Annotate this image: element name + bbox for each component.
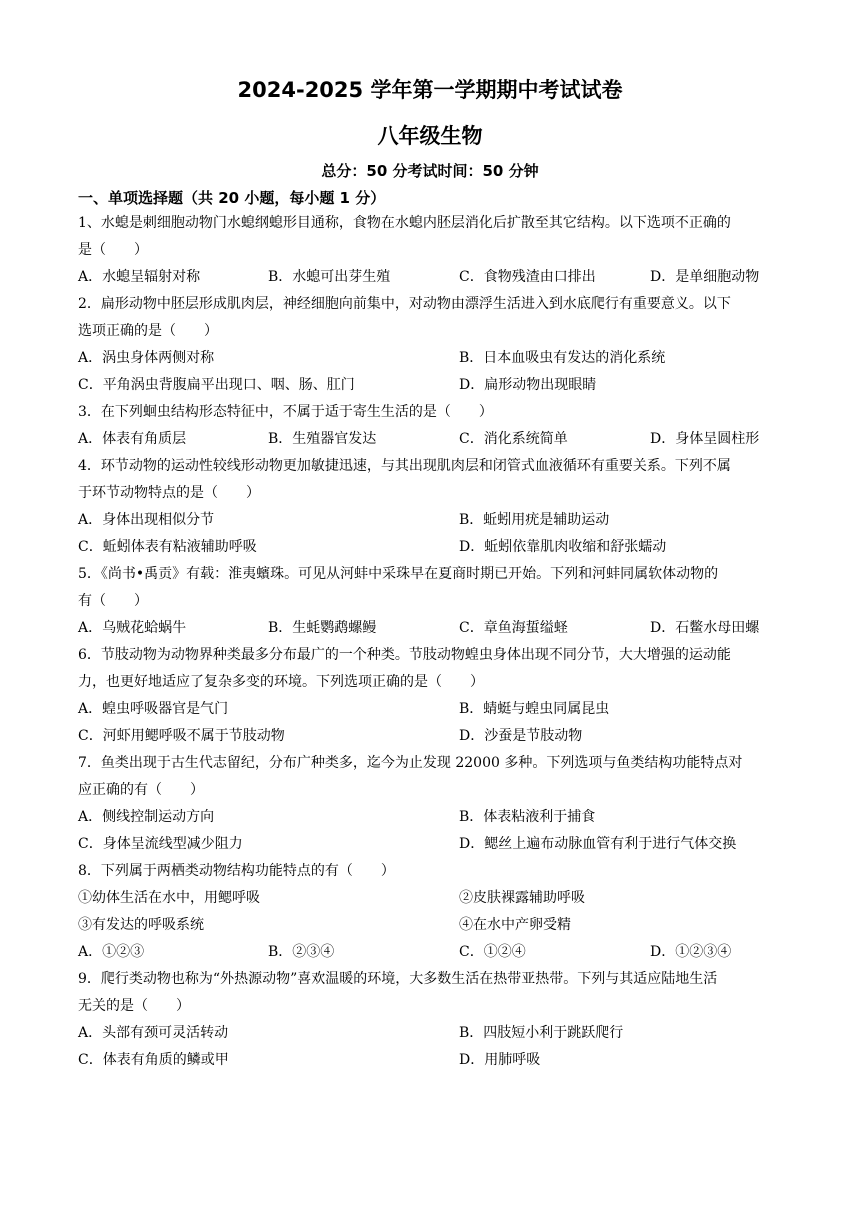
question-stem-line: 7．鱼类出现于古生代志留纪，分布广种类多，迄今为止发现 22000 多种。下列选项与鱼类结构功能特点对 bbox=[78, 755, 743, 771]
options-row bbox=[78, 534, 784, 561]
options-row bbox=[78, 723, 784, 750]
exam-subject: 八年级生物 bbox=[377, 124, 483, 148]
question-stem-line: 6．节肢动物为动物界种类最多分布最广的一个种类。节肢动物蝗虫身体出现不同分节，大大增强的运动能 bbox=[78, 647, 731, 663]
options-row bbox=[78, 804, 784, 831]
question-7 bbox=[78, 750, 784, 858]
option-b: B．②③④ bbox=[268, 944, 335, 960]
option-b: B．日本血吸虫有发达的消化系统 bbox=[459, 350, 666, 366]
options-row bbox=[78, 345, 784, 372]
option-d: D．①②③④ bbox=[650, 944, 732, 960]
option-a: A．蝗虫呼吸器官是气门 bbox=[78, 701, 229, 717]
options-row bbox=[78, 507, 784, 534]
question-stem-line: 无关的是（ ） bbox=[78, 998, 190, 1014]
option-d: D．沙蚕是节肢动物 bbox=[459, 728, 583, 744]
options-row bbox=[78, 939, 784, 966]
statement-4: ④在水中产卵受精 bbox=[459, 917, 571, 933]
option-a: A．身体出现相似分节 bbox=[78, 512, 215, 528]
options-row bbox=[78, 615, 784, 642]
option-a: A．头部有颈可灵活转动 bbox=[78, 1025, 229, 1041]
options-row bbox=[78, 1047, 784, 1074]
option-a: A．体表有角质层 bbox=[78, 431, 187, 447]
question-8 bbox=[78, 858, 784, 966]
question-2 bbox=[78, 291, 784, 399]
option-d: D．身体呈圆柱形 bbox=[650, 431, 760, 447]
option-d: D．扁形动物出现眼睛 bbox=[459, 377, 597, 393]
option-c: C．体表有角质的鳞或甲 bbox=[78, 1052, 229, 1068]
option-c: C．河虾用鳃呼吸不属于节肢动物 bbox=[78, 728, 285, 744]
question-stem-line: 是（ ） bbox=[78, 242, 148, 258]
option-c: C．平角涡虫背腹扁平出现口、咽、肠、肛门 bbox=[78, 377, 355, 393]
option-b: B．生殖器官发达 bbox=[268, 431, 377, 447]
option-c: C．消化系统简单 bbox=[459, 431, 568, 447]
question-stem-line: 1、水螅是刺细胞动物门水螅纲螅形目通称，食物在水螅内胚层消化后扩散至其它结构。以下选项不正确的 bbox=[78, 215, 731, 231]
statement-2: ②皮肤裸露辅助呼吸 bbox=[459, 890, 585, 906]
statement-1: ①幼体生活在水中，用鳃呼吸 bbox=[78, 890, 260, 906]
option-d: D．是单细胞动物 bbox=[650, 269, 760, 285]
question-stem-line: 有（ ） bbox=[78, 593, 148, 609]
exam-info: 总分：50 分考试时间：50 分钟 bbox=[321, 162, 539, 180]
option-a: A．侧线控制运动方向 bbox=[78, 809, 215, 825]
options-row bbox=[78, 831, 784, 858]
options-row bbox=[78, 1020, 784, 1047]
option-b: B．蜻蜓与蝗虫同属昆虫 bbox=[459, 701, 610, 717]
question-stem-line: 5．《尚书•禹贡》有载：淮夷蠙珠。可见从河蚌中采珠早在夏商时期已开始。下列和河蚌同属软体动物的 bbox=[78, 566, 719, 582]
question-1 bbox=[78, 210, 784, 291]
option-a: A．涡虫身体两侧对称 bbox=[78, 350, 215, 366]
option-d: D．鳃丝上遍布动脉血管有利于进行气体交换 bbox=[459, 836, 737, 852]
option-b: B．四肢短小利于跳跃爬行 bbox=[459, 1025, 624, 1041]
statements-row bbox=[78, 912, 784, 939]
question-stem-line: 4．环节动物的运动性较线形动物更加敏捷迅速，与其出现肌肉层和闭管式血液循环有重要关系。下列不属 bbox=[78, 458, 731, 474]
question-stem-line: 9．爬行类动物也称为“外热源动物”喜欢温暖的环境，大多数生活在热带亚热带。下列与其适应陆地生活 bbox=[78, 971, 718, 987]
option-c: C．章鱼海蜇缢蛏 bbox=[459, 620, 568, 636]
options-row bbox=[78, 426, 784, 453]
option-d: D．石鳖水母田螺 bbox=[650, 620, 760, 636]
option-c: C．蚯蚓体表有粘液辅助呼吸 bbox=[78, 539, 257, 555]
statements-row bbox=[78, 885, 784, 912]
option-a: A．①②③ bbox=[78, 944, 145, 960]
option-a: A．乌贼花蛤蜗牛 bbox=[78, 620, 187, 636]
option-b: B．体表粘液利于捕食 bbox=[459, 809, 596, 825]
section-heading: 一、单项选择题（共 20 小题，每小题 1 分） bbox=[78, 189, 386, 207]
options-row bbox=[78, 696, 784, 723]
option-a: A．水螅呈辐射对称 bbox=[78, 269, 201, 285]
option-b: B．生蚝鹦鹉螺鳗 bbox=[268, 620, 377, 636]
question-stem-line: 选项正确的是（ ） bbox=[78, 323, 218, 339]
question-stem-line: 于环节动物特点的是（ ） bbox=[78, 485, 260, 501]
question-6 bbox=[78, 642, 784, 750]
option-b: B．水螅可出芽生殖 bbox=[268, 269, 391, 285]
question-stem-line: 8．下列属于两栖类动物结构功能特点的有（ ） bbox=[78, 863, 395, 879]
exam-title: 2024-2025 学年第一学期期中考试试卷 bbox=[237, 78, 623, 102]
question-stem-line: 力，也更好地适应了复杂多变的环境。下列选项正确的是（ ） bbox=[78, 674, 484, 690]
question-9 bbox=[78, 966, 784, 1074]
option-c: C．食物残渣由口排出 bbox=[459, 269, 596, 285]
statement-3: ③有发达的呼吸系统 bbox=[78, 917, 204, 933]
options-row bbox=[78, 264, 784, 291]
question-stem-line: 应正确的有（ ） bbox=[78, 782, 204, 798]
option-d: D．蚯蚓依靠肌肉收缩和舒张蠕动 bbox=[459, 539, 667, 555]
options-row bbox=[78, 372, 784, 399]
question-3 bbox=[78, 399, 784, 453]
question-stem-line: 3．在下列蛔虫结构形态特征中，不属于适于寄生生活的是（ ） bbox=[78, 404, 493, 420]
question-stem-line: 2．扁形动物中胚层形成肌肉层，神经细胞向前集中，对动物由漂浮生活进入到水底爬行有重要意义。以下 bbox=[78, 296, 731, 312]
option-d: D．用肺呼吸 bbox=[459, 1052, 541, 1068]
question-4 bbox=[78, 453, 784, 561]
option-c: C．①②④ bbox=[459, 944, 526, 960]
option-b: B．蚯蚓用疣是辅助运动 bbox=[459, 512, 610, 528]
option-c: C．身体呈流线型减少阻力 bbox=[78, 836, 243, 852]
question-5 bbox=[78, 561, 784, 642]
